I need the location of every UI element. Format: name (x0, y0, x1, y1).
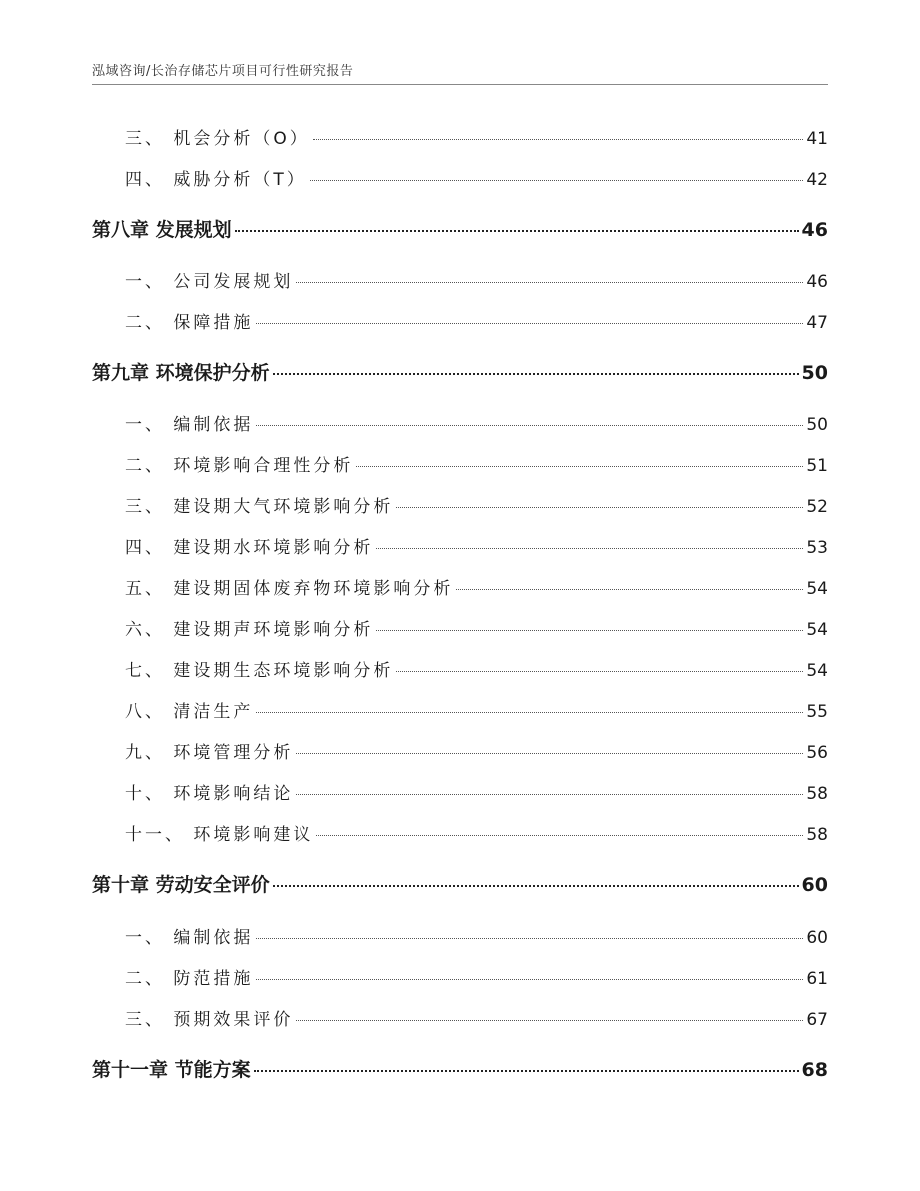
toc-chapter-entry[interactable] (0, 215, 920, 241)
toc-entry[interactable] (0, 738, 920, 764)
toc-leader (235, 230, 799, 232)
toc-leader (356, 466, 803, 467)
toc-page-number: 52 (806, 497, 828, 517)
toc-entry[interactable] (0, 779, 920, 805)
toc-leader (376, 630, 803, 631)
toc-label: 第十一章 节能方案 (92, 1059, 251, 1081)
toc-page-number: 60 (801, 874, 828, 896)
toc-label: 九、 环境管理分析 (125, 743, 294, 763)
toc-page-number: 50 (806, 415, 828, 435)
toc-page-number: 46 (801, 219, 828, 241)
toc-leader (396, 671, 803, 672)
toc-leader (256, 712, 803, 713)
toc-label: 一、 公司发展规划 (125, 272, 294, 292)
toc-entry[interactable] (0, 124, 920, 150)
toc-entry[interactable] (0, 492, 920, 518)
toc-entry[interactable] (0, 165, 920, 191)
toc-label: 二、 防范措施 (125, 969, 254, 989)
toc-leader (256, 323, 803, 324)
toc-label: 十、 环境影响结论 (125, 784, 294, 804)
toc-leader (296, 794, 803, 795)
toc-page-number: 47 (806, 313, 828, 333)
toc-label: 第八章 发展规划 (92, 219, 232, 241)
toc-page-number: 54 (806, 620, 828, 640)
toc-leader (273, 885, 799, 887)
toc-entry[interactable] (0, 1005, 920, 1031)
toc-label: 第十章 劳动安全评价 (92, 874, 270, 896)
toc-leader (396, 507, 803, 508)
toc-page-number: 41 (806, 129, 828, 149)
toc-leader (376, 548, 803, 549)
toc-label: 一、 编制依据 (125, 415, 254, 435)
toc-page-number: 50 (801, 362, 828, 384)
toc-entry[interactable] (0, 697, 920, 723)
toc-label: 五、 建设期固体废弃物环境影响分析 (125, 579, 454, 599)
toc-entry[interactable] (0, 656, 920, 682)
toc-leader (296, 753, 803, 754)
toc-label: 六、 建设期声环境影响分析 (125, 620, 374, 640)
toc-leader (296, 1020, 803, 1021)
toc-leader (316, 835, 803, 836)
toc-label: 二、 环境影响合理性分析 (125, 456, 354, 476)
toc-page-number: 60 (806, 928, 828, 948)
toc-label: 三、 建设期大气环境影响分析 (125, 497, 394, 517)
toc-entry[interactable] (0, 451, 920, 477)
header-divider (92, 84, 828, 85)
toc-page-number: 61 (806, 969, 828, 989)
toc-page-number: 54 (806, 579, 828, 599)
toc-entry[interactable] (0, 923, 920, 949)
toc-page-number: 53 (806, 538, 828, 558)
toc-entry[interactable] (0, 820, 920, 846)
toc-leader (254, 1070, 799, 1072)
toc-leader (273, 373, 799, 375)
toc-page-number: 68 (801, 1059, 828, 1081)
page-header: 泓域咨询/长治存储芯片项目可行性研究报告 (92, 64, 354, 79)
toc-page-number: 42 (806, 170, 828, 190)
toc-label: 四、 建设期水环境影响分析 (125, 538, 374, 558)
toc-entry[interactable] (0, 615, 920, 641)
toc-page-number: 51 (806, 456, 828, 476)
toc-label: 三、 预期效果评价 (125, 1010, 294, 1030)
toc-entry[interactable] (0, 574, 920, 600)
toc-page-number: 54 (806, 661, 828, 681)
toc-page-number: 55 (806, 702, 828, 722)
toc-chapter-entry[interactable] (0, 358, 920, 384)
toc-page-number: 56 (806, 743, 828, 763)
toc-chapter-entry[interactable] (0, 870, 920, 896)
toc-leader (256, 979, 803, 980)
toc-entry[interactable] (0, 410, 920, 436)
toc-label: 七、 建设期生态环境影响分析 (125, 661, 394, 681)
toc-label: 第九章 环境保护分析 (92, 362, 270, 384)
toc-label: 四、 威胁分析（T） (125, 170, 307, 190)
toc-label: 一、 编制依据 (125, 928, 254, 948)
toc-leader (296, 282, 803, 283)
toc-leader (256, 425, 803, 426)
toc-entry[interactable] (0, 267, 920, 293)
toc-chapter-entry[interactable] (0, 1055, 920, 1081)
toc-leader (310, 180, 804, 181)
toc-leader (313, 139, 804, 140)
toc-page-number: 67 (806, 1010, 828, 1030)
toc-entry[interactable] (0, 964, 920, 990)
toc-page-number: 58 (806, 825, 828, 845)
toc-entry[interactable] (0, 308, 920, 334)
toc-page-number: 58 (806, 784, 828, 804)
toc-page-number: 46 (806, 272, 828, 292)
toc-label: 八、 清洁生产 (125, 702, 254, 722)
toc-label: 二、 保障措施 (125, 313, 254, 333)
toc-label: 三、 机会分析（O） (125, 129, 310, 149)
toc-leader (256, 938, 803, 939)
toc-entry[interactable] (0, 533, 920, 559)
toc-label: 十一、 环境影响建议 (125, 825, 314, 845)
toc-leader (456, 589, 803, 590)
